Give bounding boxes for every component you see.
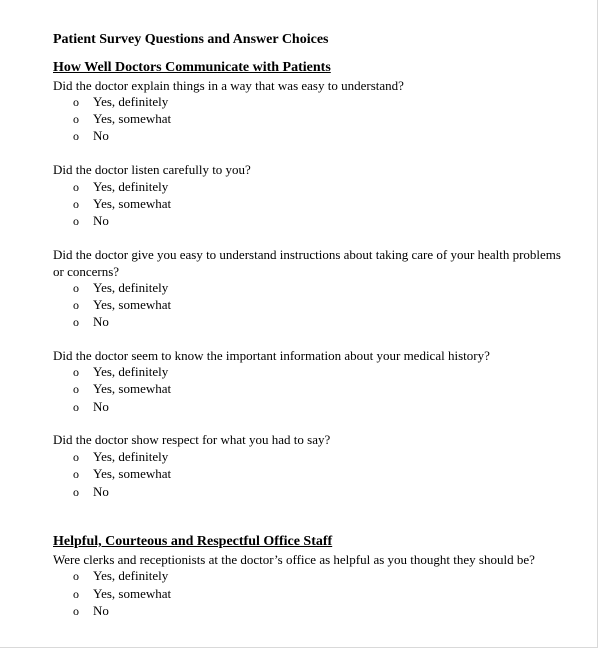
answer-option[interactable] <box>73 602 109 620</box>
radio-circle-icon: o <box>73 112 79 126</box>
answer-option[interactable] <box>73 195 171 213</box>
answer-option[interactable] <box>73 465 171 483</box>
answer-option[interactable] <box>73 567 168 585</box>
answer-option[interactable] <box>73 212 109 230</box>
answer-option[interactable] <box>73 380 171 398</box>
option-label: Yes, definitely <box>93 568 169 583</box>
answer-option[interactable] <box>73 398 109 416</box>
radio-circle-icon: o <box>73 587 79 601</box>
question-text: Were clerks and receptionists at the doctor’s office as helpful as you thought they should be? <box>53 552 535 567</box>
radio-circle-icon: o <box>73 95 79 109</box>
answer-option[interactable] <box>73 93 168 111</box>
option-label: No <box>93 399 109 414</box>
option-label: Yes, definitely <box>93 449 169 464</box>
radio-circle-icon: o <box>73 298 79 312</box>
radio-circle-icon: o <box>73 569 79 583</box>
radio-circle-icon: o <box>73 382 79 396</box>
answer-option[interactable] <box>73 448 168 466</box>
radio-circle-icon: o <box>73 485 79 499</box>
radio-circle-icon: o <box>73 365 79 379</box>
answer-option[interactable] <box>73 279 168 297</box>
question-text: Did the doctor explain things in a way that was easy to understand? <box>53 78 404 93</box>
section-heading: Helpful, Courteous and Respectful Office Staff <box>53 534 333 549</box>
answer-option[interactable] <box>73 483 109 501</box>
radio-circle-icon: o <box>73 281 79 295</box>
option-label: Yes, somewhat <box>93 196 172 211</box>
answer-option[interactable] <box>73 585 171 603</box>
radio-circle-icon: o <box>73 129 79 143</box>
radio-circle-icon: o <box>73 180 79 194</box>
question-text: Did the doctor show respect for what you had to say? <box>53 432 331 447</box>
answer-option[interactable] <box>73 363 168 381</box>
answer-option[interactable] <box>73 127 109 145</box>
option-label: No <box>93 128 109 143</box>
radio-circle-icon: o <box>73 467 79 481</box>
radio-circle-icon: o <box>73 214 79 228</box>
option-label: Yes, definitely <box>93 179 169 194</box>
option-label: No <box>93 213 109 228</box>
page-title: Patient Survey Questions and Answer Choices <box>53 32 329 47</box>
radio-circle-icon: o <box>73 197 79 211</box>
radio-circle-icon: o <box>73 450 79 464</box>
option-label: No <box>93 603 109 618</box>
option-label: Yes, definitely <box>93 94 169 109</box>
option-label: Yes, somewhat <box>93 111 172 126</box>
option-label: Yes, somewhat <box>93 466 172 481</box>
option-label: Yes, somewhat <box>93 586 172 601</box>
option-label: No <box>93 484 109 499</box>
option-label: Yes, somewhat <box>93 381 172 396</box>
section-heading: How Well Doctors Communicate with Patients <box>53 60 331 75</box>
option-label: Yes, definitely <box>93 364 169 379</box>
option-label: No <box>93 314 109 329</box>
question-text: Did the doctor seem to know the important information about your medical history? <box>53 348 490 363</box>
option-label: Yes, somewhat <box>93 297 172 312</box>
answer-option[interactable] <box>73 178 168 196</box>
radio-circle-icon: o <box>73 604 79 618</box>
answer-option[interactable] <box>73 296 171 314</box>
answer-option[interactable] <box>73 110 171 128</box>
question-text: Did the doctor listen carefully to you? <box>53 162 251 177</box>
radio-circle-icon: o <box>73 400 79 414</box>
answer-option[interactable] <box>73 313 109 331</box>
question-text: Did the doctor give you easy to understand instructions about taking care of your health problems or concerns? <box>53 247 561 279</box>
option-label: Yes, definitely <box>93 280 169 295</box>
radio-circle-icon: o <box>73 315 79 329</box>
